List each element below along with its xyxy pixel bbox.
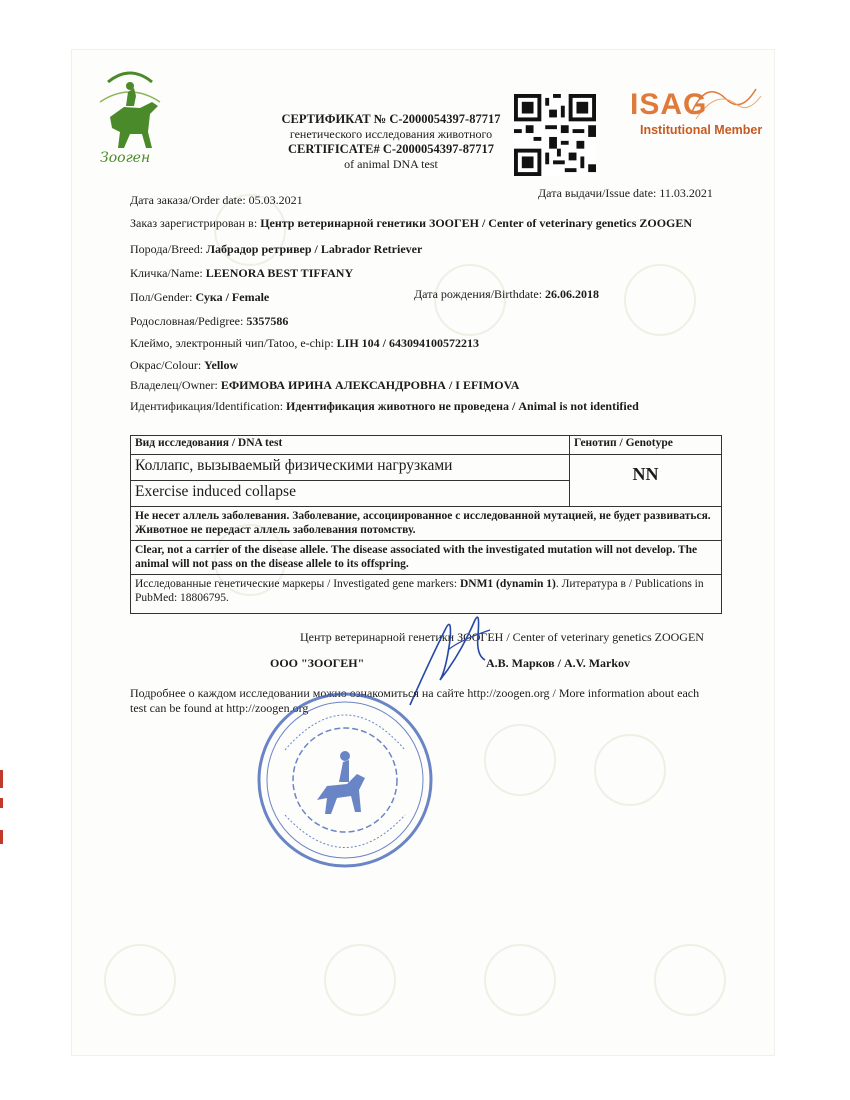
pedigree-label: Родословная/Pedigree:	[130, 314, 247, 328]
chip-value: LIH 104 / 643094100572213	[336, 336, 479, 350]
gender-value: Сука / Female	[195, 290, 270, 304]
edge-mark	[0, 770, 3, 788]
more-info-text: Подробнее о каждом исследовании можно ознакомиться на сайте http://zoogen.org / More information about each test can be found at http://zoogen.org	[130, 686, 700, 715]
signer-name: А.В. Марков / A.V. Markov	[486, 656, 631, 670]
birthdate-label: Дата рождения/Birthdate:	[414, 287, 546, 301]
registered-value: Центр ветеринарной генетики ЗООГЕН / Center of veterinary genetics ZOOGEN	[260, 216, 693, 230]
logo-text: Зооген	[100, 150, 151, 166]
owner-row	[130, 378, 519, 393]
test-en-cell	[130, 480, 570, 507]
breed-label: Порода/Breed:	[130, 242, 207, 256]
zoogen-logo	[90, 62, 170, 172]
result-en-cell	[130, 540, 722, 575]
col-test-header: Вид исследования / DNA test	[135, 437, 283, 449]
qr-code[interactable]	[514, 94, 596, 176]
markers-label: Исследованные генетические маркеры / Investigated gene markers:	[135, 578, 460, 590]
result-ru: Не несет аллель заболевания. Заболевание, ассоциированное с исследованной мутацией, не будет развиваться. Животное не передаст аллель заболевания потомству.	[135, 510, 711, 536]
breed-value: Лабрадор ретривер / Labrador Retriever	[206, 242, 423, 256]
colour-row	[130, 358, 238, 373]
pedigree-value: 5357586	[246, 314, 289, 328]
result-ru-cell	[130, 506, 722, 541]
owner-label: Владелец/Owner:	[130, 378, 221, 392]
identification-row	[130, 399, 639, 414]
edge-mark	[0, 830, 3, 844]
genotype-cell	[569, 454, 722, 507]
chip-label: Клеймо, электронный чип/Tatoo, e-chip:	[130, 336, 337, 350]
identification-label: Идентификация/Identification:	[130, 399, 287, 413]
gender-label: Пол/Gender:	[130, 290, 196, 304]
cert-en-subtitle: of animal DNA test	[344, 157, 438, 171]
result-en: Clear, not a carrier of the disease allele. The disease associated with the investigated mutation will not develop. The animal will not pass on the disease allele to its offspring.	[135, 544, 698, 570]
header-test-cell	[130, 435, 570, 455]
cert-ru-subtitle: генетического исследования животного	[289, 127, 493, 141]
gender-row	[130, 290, 269, 305]
organization-stamp	[255, 690, 435, 870]
pedigree-row	[130, 314, 288, 329]
col-genotype-header: Генотип / Genotype	[574, 437, 673, 449]
test-ru-cell	[130, 454, 570, 481]
isag-member-text: Institutional Member	[640, 123, 763, 137]
genotype-value: NN	[632, 464, 659, 484]
header-genotype-cell	[569, 435, 722, 455]
company-name: ООО "ЗООГЕН"	[270, 656, 365, 670]
birthdate-row	[414, 287, 599, 302]
registered-label: Заказ зарегистрирован в:	[130, 216, 261, 230]
identification-value: Идентификация животного не проведена / Animal is not identified	[286, 399, 639, 413]
name-label: Кличка/Name:	[130, 266, 206, 280]
cert-en-title: CERTIFICATE# C-2000054397-87717	[288, 142, 494, 156]
name-row	[130, 266, 353, 281]
registered-row	[130, 216, 692, 231]
test-table	[130, 435, 722, 615]
isag-wordmark: ISAG	[630, 88, 708, 121]
chip-row	[130, 336, 479, 351]
center-signature-line: Центр ветеринарной генетики ЗООГЕН / Center of veterinary genetics ZOOGEN	[300, 630, 704, 644]
order-date: Дата заказа/Order date: 05.03.2021	[130, 193, 303, 207]
owner-value: ЕФИМОВА ИРИНА АЛЕКСАНДРОВНА / I EFIMOVA	[220, 378, 520, 392]
edge-mark	[0, 798, 3, 808]
breed-row	[130, 242, 422, 257]
cert-ru-title: СЕРТИФИКАТ № C-2000054397-87717	[281, 112, 501, 126]
issue-date: Дата выдачи/Issue date: 11.03.2021	[538, 186, 713, 200]
markers-value: DNM1 (dynamin 1)	[459, 578, 556, 590]
test-name-en: Exercise induced collapse	[135, 483, 296, 500]
colour-value: Yellow	[204, 358, 239, 372]
markers-tail: . Литература в / Publications in PubMed: 18806795.	[135, 578, 704, 604]
isag-logo	[628, 84, 768, 144]
colour-label: Окрас/Colour:	[130, 358, 205, 372]
certificate-title	[268, 112, 514, 172]
name-value: LEENORA BEST TIFFANY	[205, 266, 354, 280]
qr-code-icon	[514, 94, 596, 176]
birthdate-value: 26.06.2018	[545, 287, 600, 301]
test-name-ru: Коллапс, вызываемый физическими нагрузками	[135, 457, 453, 474]
